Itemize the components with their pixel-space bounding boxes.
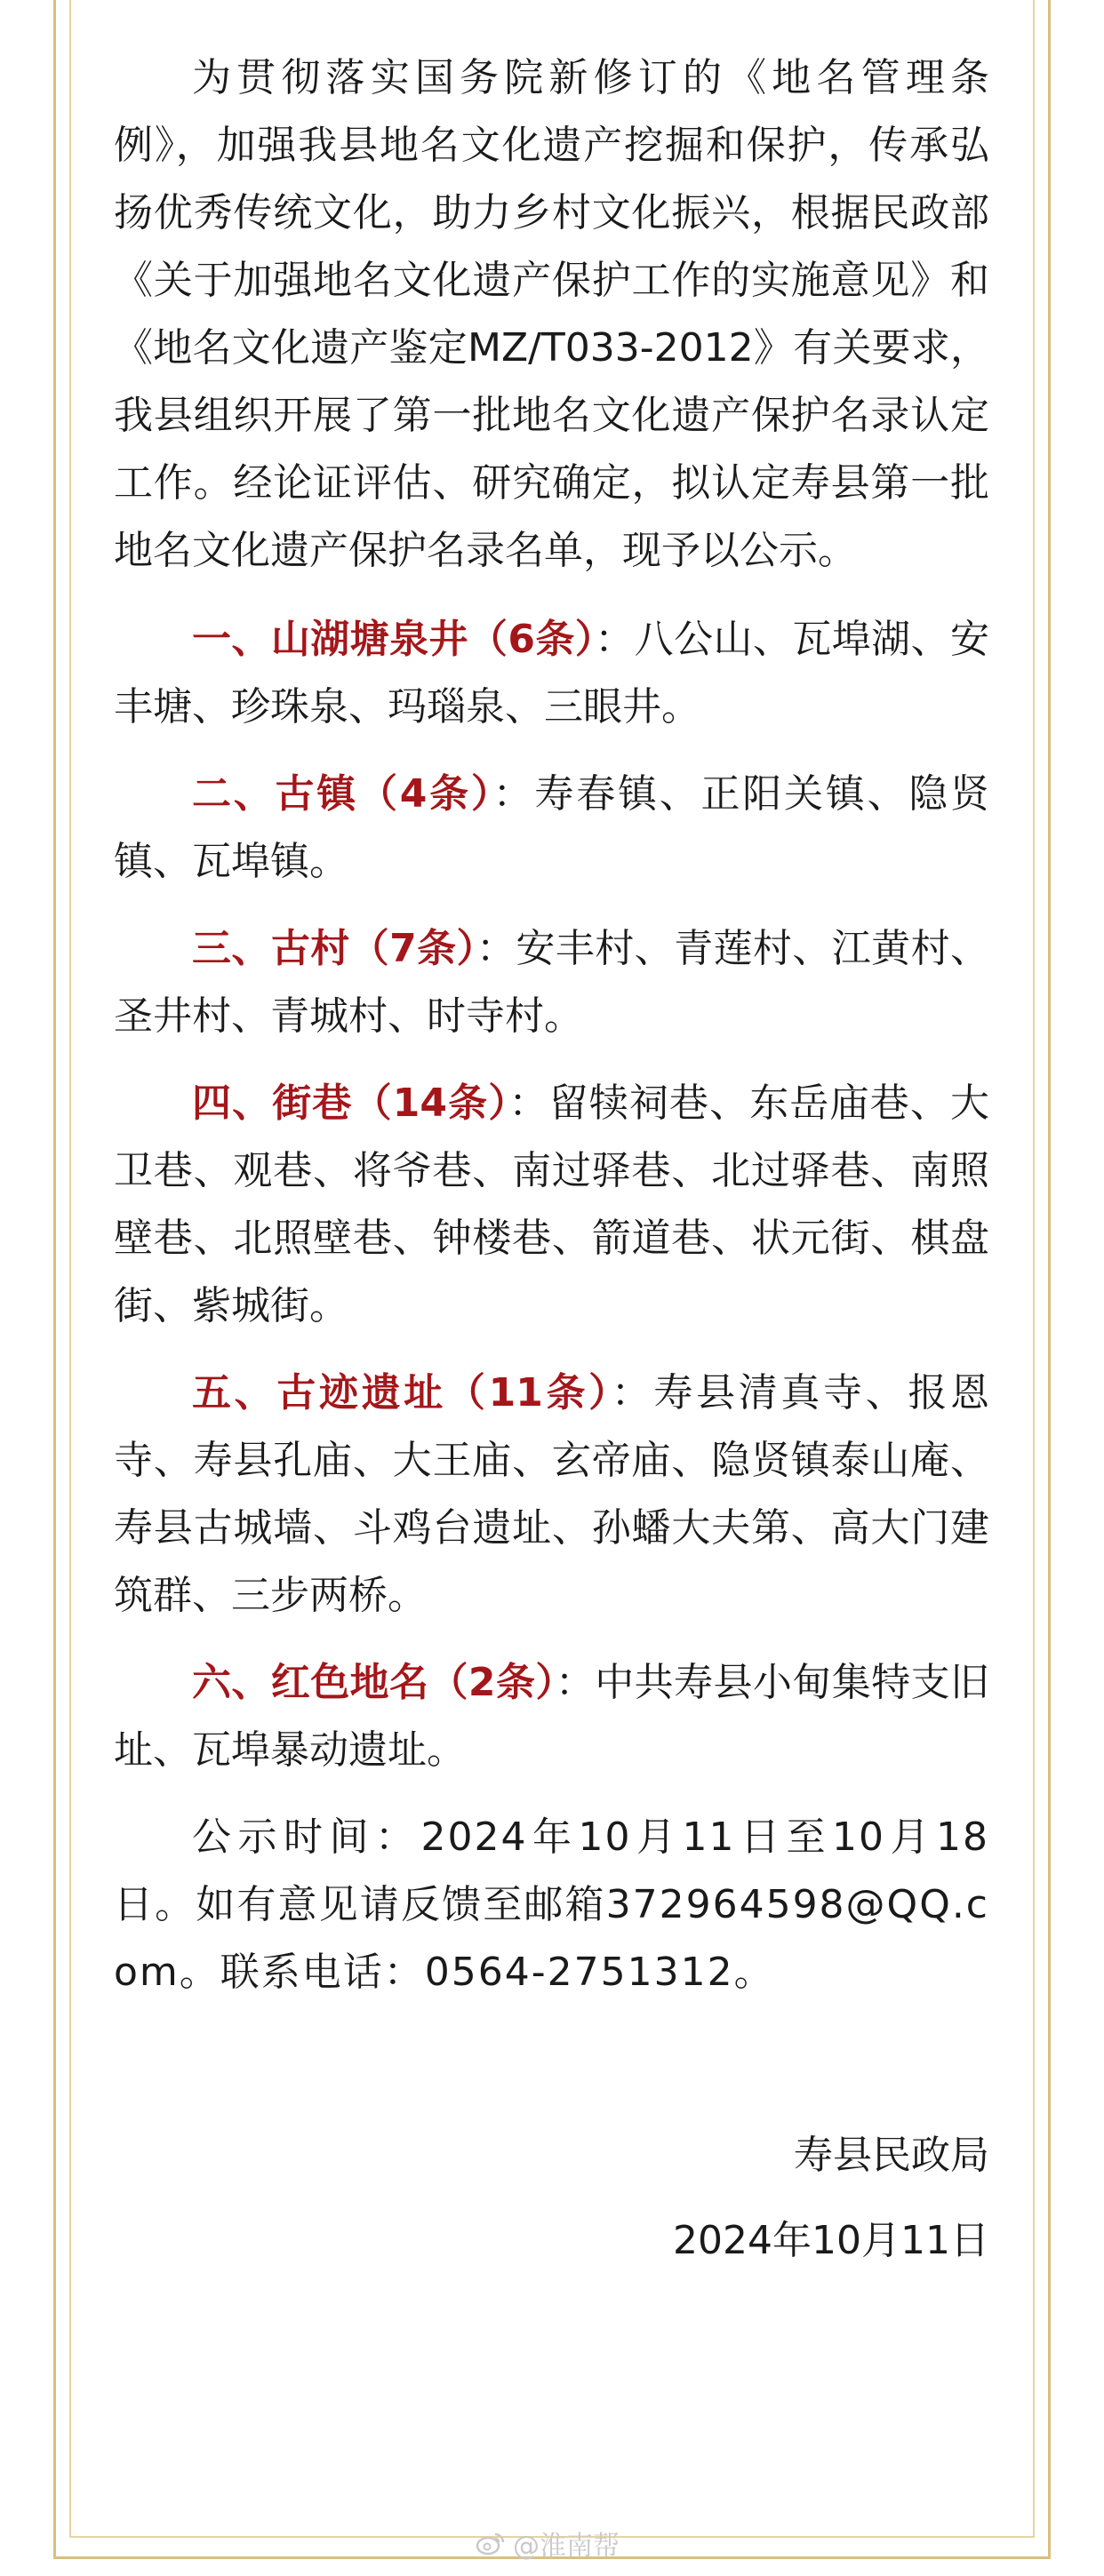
category-separator: ： (492, 771, 535, 817)
category-items: 八公山、瓦埠湖、安丰塘、珍珠泉、玛瑙泉、三眼井。 (114, 617, 990, 730)
category-items: 寿春镇、正阳关镇、隐贤镇、瓦埠镇。 (114, 771, 990, 884)
category-paragraph (114, 606, 989, 741)
category-separator: ： (476, 926, 516, 971)
notice-body (114, 44, 989, 2275)
category-items: 中共寿县小甸集特支旧址、瓦埠暴动遗址。 (114, 1660, 990, 1773)
category-separator: ： (611, 1370, 654, 1416)
category-title: 三、古村（7条） (192, 926, 476, 971)
category-separator: ： (595, 617, 635, 662)
watermark-text: @淮南帮 (513, 2531, 620, 2562)
category-paragraph (114, 1360, 989, 1630)
notice-period-paragraph: 公示时间：2024年10月11日至10月18日。如有意见请反馈至邮箱372964598@QQ.com。联系电话：0564-2751312。 (114, 1814, 989, 1995)
category-title: 四、街巷（14条） (192, 1081, 509, 1126)
category-separator: ： (555, 1660, 596, 1705)
category-items: 留犊祠巷、东岳庙巷、大卫巷、观巷、将爷巷、南过驿巷、北过驿巷、南照壁巷、北照壁巷、钟楼巷、箭道巷、状元街、棋盘街、紫城街。 (114, 1081, 990, 1328)
intro-paragraph: 为贯彻落实国务院新修订的《地名管理条例》，加强我县地名文化遗产挖掘和保护，传承弘扬优秀传统文化，助力乡村文化振兴，根据民政部《关于加强地名文化遗产保护工作的实施意见》和《地名文化遗产鉴定MZ/T033-2012》有关要求，我县组织开展了第一批地名文化遗产保护名录认定工作。经论证评估、研究确定，拟认定寿县第一批地名文化遗产保护名录名单，现予以公示。 (114, 55, 989, 573)
weibo-logo-icon (476, 2531, 506, 2556)
category-items: 安丰村、青莲村、江黄村、圣井村、青城村、时寺村。 (114, 926, 989, 1039)
category-paragraph (114, 1070, 989, 1340)
category-paragraph (114, 1649, 989, 1784)
category-title: 二、古镇（4条） (192, 771, 493, 817)
category-separator: ： (508, 1081, 549, 1126)
category-paragraph (114, 761, 989, 896)
category-paragraph (114, 915, 989, 1050)
category-title: 五、古迹遗址（11条） (192, 1370, 612, 1416)
issue-date: 2024年10月11日 (673, 2218, 989, 2263)
issuing-organization: 寿县民政局 (794, 2133, 989, 2178)
watermark (476, 2524, 620, 2563)
category-title: 六、红色地名（2条） (192, 1660, 556, 1705)
category-title: 一、山湖塘泉井（6条） (192, 617, 596, 662)
category-items: 寿县清真寺、报恩寺、寿县孔庙、大王庙、玄帝庙、隐贤镇泰山庵、寿县古城墙、斗鸡台遗址、孙蟠大夫第、高大门建筑群、三步两桥。 (114, 1370, 990, 1618)
